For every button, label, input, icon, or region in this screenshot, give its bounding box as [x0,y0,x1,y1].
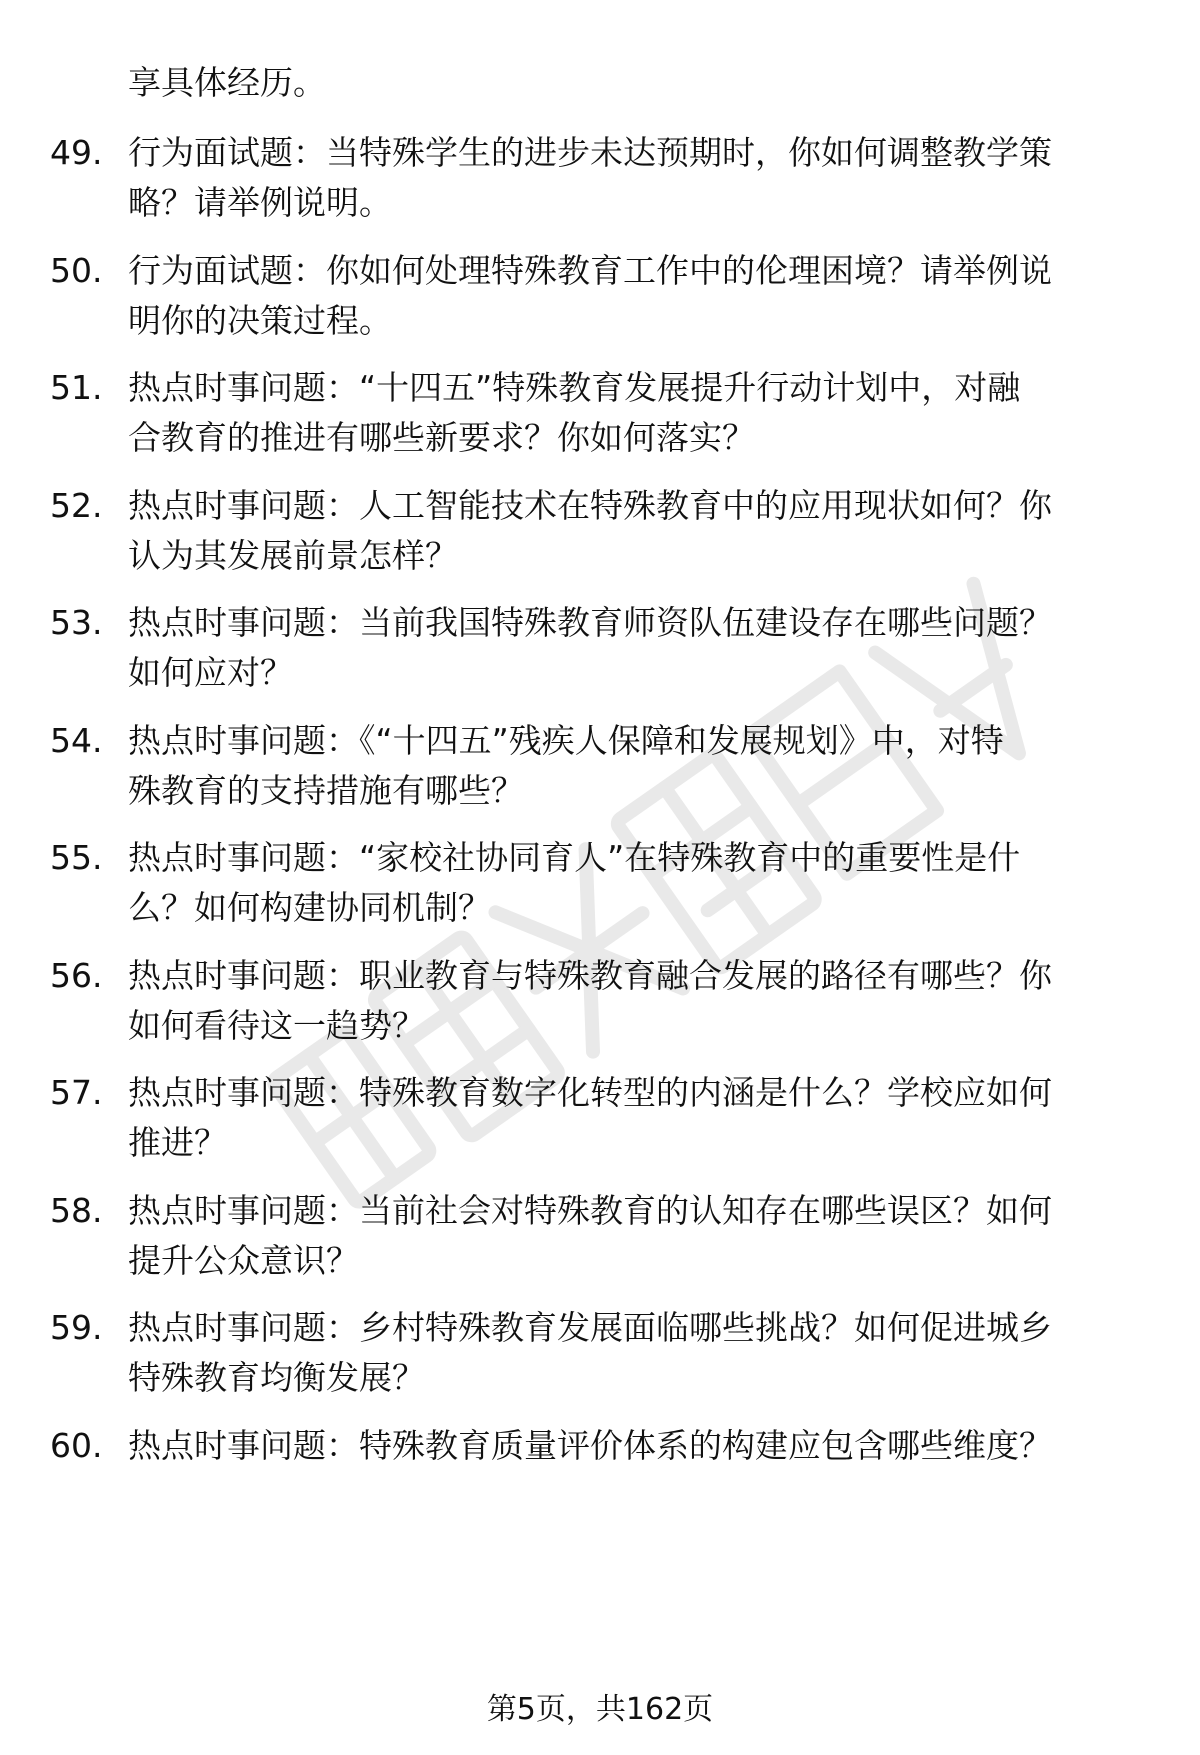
continuation-line: 享具体经历。 [128,63,326,102]
question-number: 57. [50,1073,103,1112]
question-text-line: 明你的决策过程。 [128,300,392,340]
question-text-line: 殊教育的支持措施有哪些？ [128,770,524,810]
question-item [0,598,1200,708]
question-item [0,1068,1200,1178]
question-number: 50. [50,250,103,290]
question-text-line: 热点时事问题：当前社会对特殊教育的认知存在哪些误区？如何 [128,1190,1052,1230]
question-text-line: 特殊教育均衡发展？ [128,1358,425,1397]
question-text-line: 推进？ [128,1123,227,1162]
question-text [128,1186,1138,1286]
question-text [128,598,1138,698]
question-number: 58. [50,1190,103,1230]
question-item [0,1421,1200,1531]
question-text [128,363,1138,463]
question-text-line: 行为面试题：当特殊学生的进步未达预期时，你如何调整教学策 [128,133,1052,172]
question-text-line: 合教育的推进有哪些新要求？你如何落实？ [128,418,755,457]
question-text-line: 提升公众意识？ [128,1240,359,1280]
question-text-line: 热点时事问题：《“十四五”残疾人保障和发展规划》中，对特 [128,720,1004,760]
question-number: 56. [50,955,103,995]
question-text-line: 热点时事问题：职业教育与特殊教育融合发展的路径有哪些？你 [128,955,1052,995]
question-item [0,246,1200,356]
question-text [128,833,1138,933]
question-text-line: 热点时事问题：人工智能技术在特殊教育中的应用现状如何？你 [128,485,1052,525]
question-text-line: 么？如何构建协同机制？ [128,888,491,927]
question-number: 52. [50,485,103,525]
question-number: 51. [50,368,103,407]
question-text-line: 热点时事问题：特殊教育质量评价体系的构建应包含哪些维度？ [128,1425,1052,1465]
question-number: 60. [50,1425,103,1465]
question-text [128,481,1138,581]
question-text-line: 略？请举例说明。 [128,183,392,222]
page-footer: 第5页，共162页 [486,1692,714,1727]
question-text-line: 热点时事问题：“十四五”特殊教育发展提升行动计划中，对融 [128,368,1021,407]
question-item [0,1303,1200,1413]
question-number: 59. [50,1308,103,1347]
question-item [0,128,1200,238]
question-number: 49. [50,133,103,172]
question-item [0,481,1200,591]
question-text [128,1421,1138,1471]
question-item [0,951,1200,1061]
question-number: 54. [50,720,103,760]
question-text [128,1068,1138,1168]
question-number: 55. [50,838,103,877]
question-text-line: 热点时事问题：乡村特殊教育发展面临哪些挑战？如何促进城乡 [128,1308,1052,1347]
question-text-line: 认为其发展前景怎样？ [128,535,458,575]
question-text [128,951,1138,1051]
question-item [0,716,1200,826]
question-item [0,1186,1200,1296]
question-text [128,128,1138,228]
question-item [0,363,1200,473]
question-text-line: 如何应对？ [128,653,293,692]
question-text-line: 热点时事问题：当前我国特殊教育师资队伍建设存在哪些问题？ [128,603,1052,642]
question-number: 53. [50,603,103,642]
question-text-line: 热点时事问题：特殊教育数字化转型的内涵是什么？学校应如何 [128,1073,1052,1112]
question-text [128,1303,1138,1403]
question-text-line: 热点时事问题：“家校社协同育人”在特殊教育中的重要性是什 [128,838,1021,877]
question-text [128,716,1138,816]
question-text-line: 行为面试题：你如何处理特殊教育工作中的伦理困境？请举例说 [128,250,1052,290]
question-item [0,833,1200,943]
question-text [128,246,1138,346]
question-text-line: 如何看待这一趋势？ [128,1005,425,1045]
